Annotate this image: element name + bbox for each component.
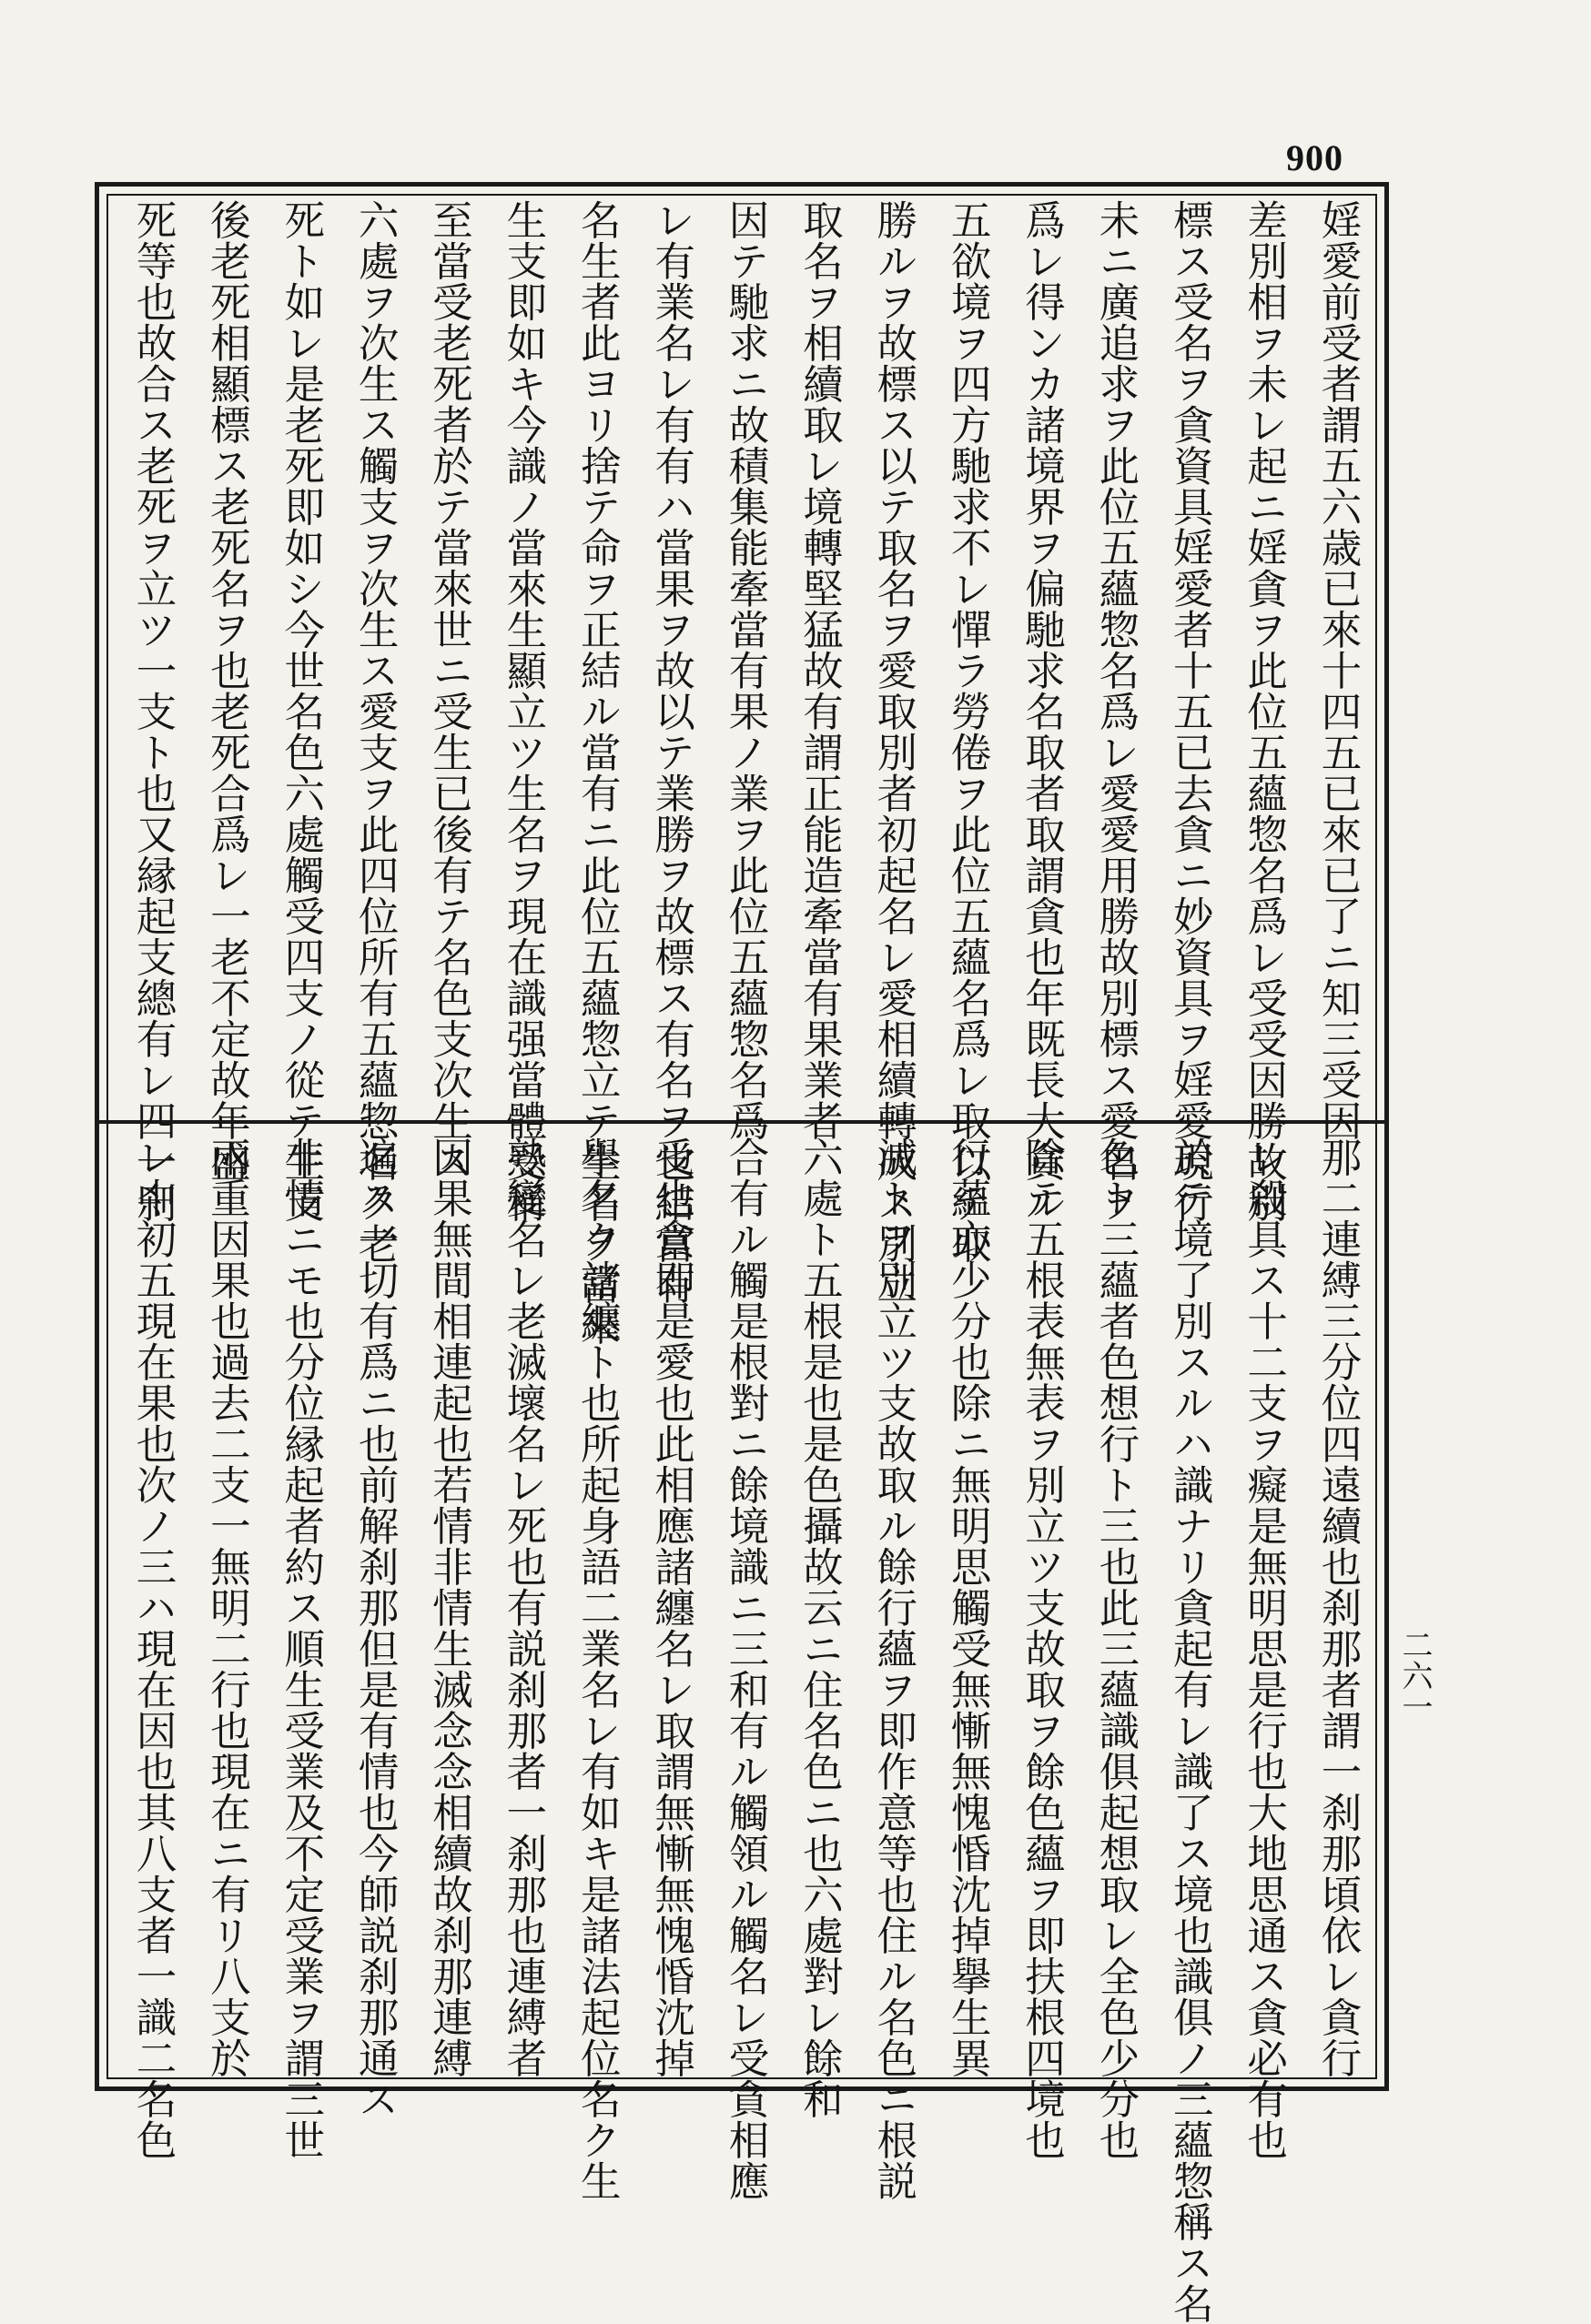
text-column: 因テ馳求ニ故積集能牽當有果ノ業ヲ此位五蘊惣名爲 bbox=[722, 199, 768, 1141]
text-column: 取名ヲ相續取レ境轉堅猛故有謂正能造牽當有果業者 bbox=[796, 199, 843, 1141]
text-column: 遍ス一切有爲ニ也前解刹那但是有情也今師説刹那通ス bbox=[351, 1137, 399, 2119]
text-column: 兩重因果也過去二支一無明二行也現在ニ有リ八支於 bbox=[203, 1137, 250, 2078]
text-column: 擧名ク諸纏ト也所起身語二業名レ有如キ是諸法起位名ク生 bbox=[573, 1137, 621, 2201]
text-column: レ有業名レ有有ハ當果ヲ故以テ業勝ヲ故標ス有名ヲ也結當有 bbox=[647, 199, 694, 1305]
text-column: 勝ルヲ故標ス以テ取名ヲ愛取別者初起名レ愛相續轉成ス別立 bbox=[869, 199, 917, 1305]
text-column: 行蘊亦少分也除ニ無明思觸受無慚無愧惛沈掉擧生異 bbox=[944, 1137, 991, 2078]
text-column: 熟變名レ老滅壞名レ死也有説刹那者一刹那也連縛者 bbox=[499, 1137, 546, 2078]
text-column: 差別相ヲ未レ起ニ婬貪ヲ此位五蘊惣名爲レ受受因勝故別 bbox=[1240, 199, 1287, 1223]
text-column: 非情ニモ也分位縁起者約ス順生受業及不定受業ヲ謂三世 bbox=[277, 1137, 324, 2160]
text-column: 未ニ廣追求ヲ此位五蘊惣名爲レ愛愛用勝故別標ス愛名ヲ bbox=[1091, 199, 1139, 1223]
folio-number: 二六一 bbox=[1396, 1629, 1433, 1722]
text-column: 滅トヲ別立ツ支故取ル餘行蘊ヲ即作意等也住ル名色ニ根説 bbox=[869, 1137, 917, 2201]
text-column: 五欲境ヲ四方馳求不レ憚ラ勞倦ヲ此位五蘊名爲レ取以テ取 bbox=[944, 199, 991, 1264]
text-column: 六處ヲ次生ス觸支ヲ次生ス愛支ヲ此四位所有五蘊惣名ク老 bbox=[351, 199, 399, 1264]
text-column: 爲レ得ンカ諸境界ヲ偏馳求名取者取謂貪也年既長大貪ル bbox=[1018, 199, 1065, 1223]
text-column: レ殺具ス十二支ヲ癡是無明思是行也大地思通ス貪必有也 bbox=[1240, 1137, 1287, 2160]
text-column: 名生者此ヨリ捨テ命ヲ正結ル當有ニ此位五蘊惣立テ生名ヲ當來 bbox=[573, 199, 621, 1346]
text-frame bbox=[95, 182, 1389, 2324]
text-column: 那二連縛三分位四遠續也刹那者謂一刹那頃依レ貪行 bbox=[1314, 1137, 1361, 2078]
page-number: 900 bbox=[1286, 137, 1343, 178]
text-column: 因果無間相連起也若情非情生滅念念相續故刹那連縛 bbox=[425, 1137, 472, 2078]
text-column: 色ト三蘊者色想行ト三也此三蘊識俱起想取レ全色少分也 bbox=[1091, 1137, 1139, 2160]
lower-text-panel bbox=[127, 1137, 1361, 2324]
text-column: 受也貪即是愛也此相應諸纏名レ取謂無慚無愧惛沈掉 bbox=[647, 1137, 694, 2078]
text-column: 合有ル觸是根對ニ餘境識ニ三和有ル觸領ル觸名レ受貪相應 bbox=[722, 1137, 768, 2201]
text-column: レ中初五現在果也次ノ三ハ現在因也其八支者一識二名色 bbox=[129, 1137, 176, 2160]
text-column: 後老死相顯標ス老死名ヲ也老死合爲レ一老不定故年盛 bbox=[203, 199, 250, 1182]
text-column: 死等也故合ス老死ヲ立ツ一支ト也又縁起支總有レ四一刹 bbox=[129, 199, 176, 1223]
text-column: 死ト如レ是老死即如シ今世名色六處觸受四支ノ從テ生支 bbox=[277, 199, 324, 1223]
text-column: 婬愛前受者謂五六歳已來十四五已來已了ニ知三受因 bbox=[1314, 199, 1361, 1141]
text-column: 至當受老死者於テ當來世ニ受生已後有テ名色支次生ス bbox=[425, 199, 472, 1182]
text-column: 生支即如キ今識ノ當來生顯立ツ生名ヲ現在識强當體受稱 bbox=[499, 199, 546, 1223]
text-column: 六處ト五根是也是色攝故云ニ住名色ニ也六處對レ餘和 bbox=[796, 1137, 843, 2119]
upper-text-panel bbox=[127, 199, 1361, 1346]
text-column: 除テ五根表無表ヲ別立ツ支故取ヲ餘色蘊ヲ即扶根四境也 bbox=[1018, 1137, 1065, 2160]
text-column: 於テ境了別スルハ識ナリ貪起有レ識了ス境也識俱ノ三蘊惣稱ス名 bbox=[1166, 1137, 1213, 2324]
text-column: 標ス受名ヲ貪資具婬愛者十五已去貪ニ妙資具ヲ婬愛現行 bbox=[1166, 199, 1213, 1223]
